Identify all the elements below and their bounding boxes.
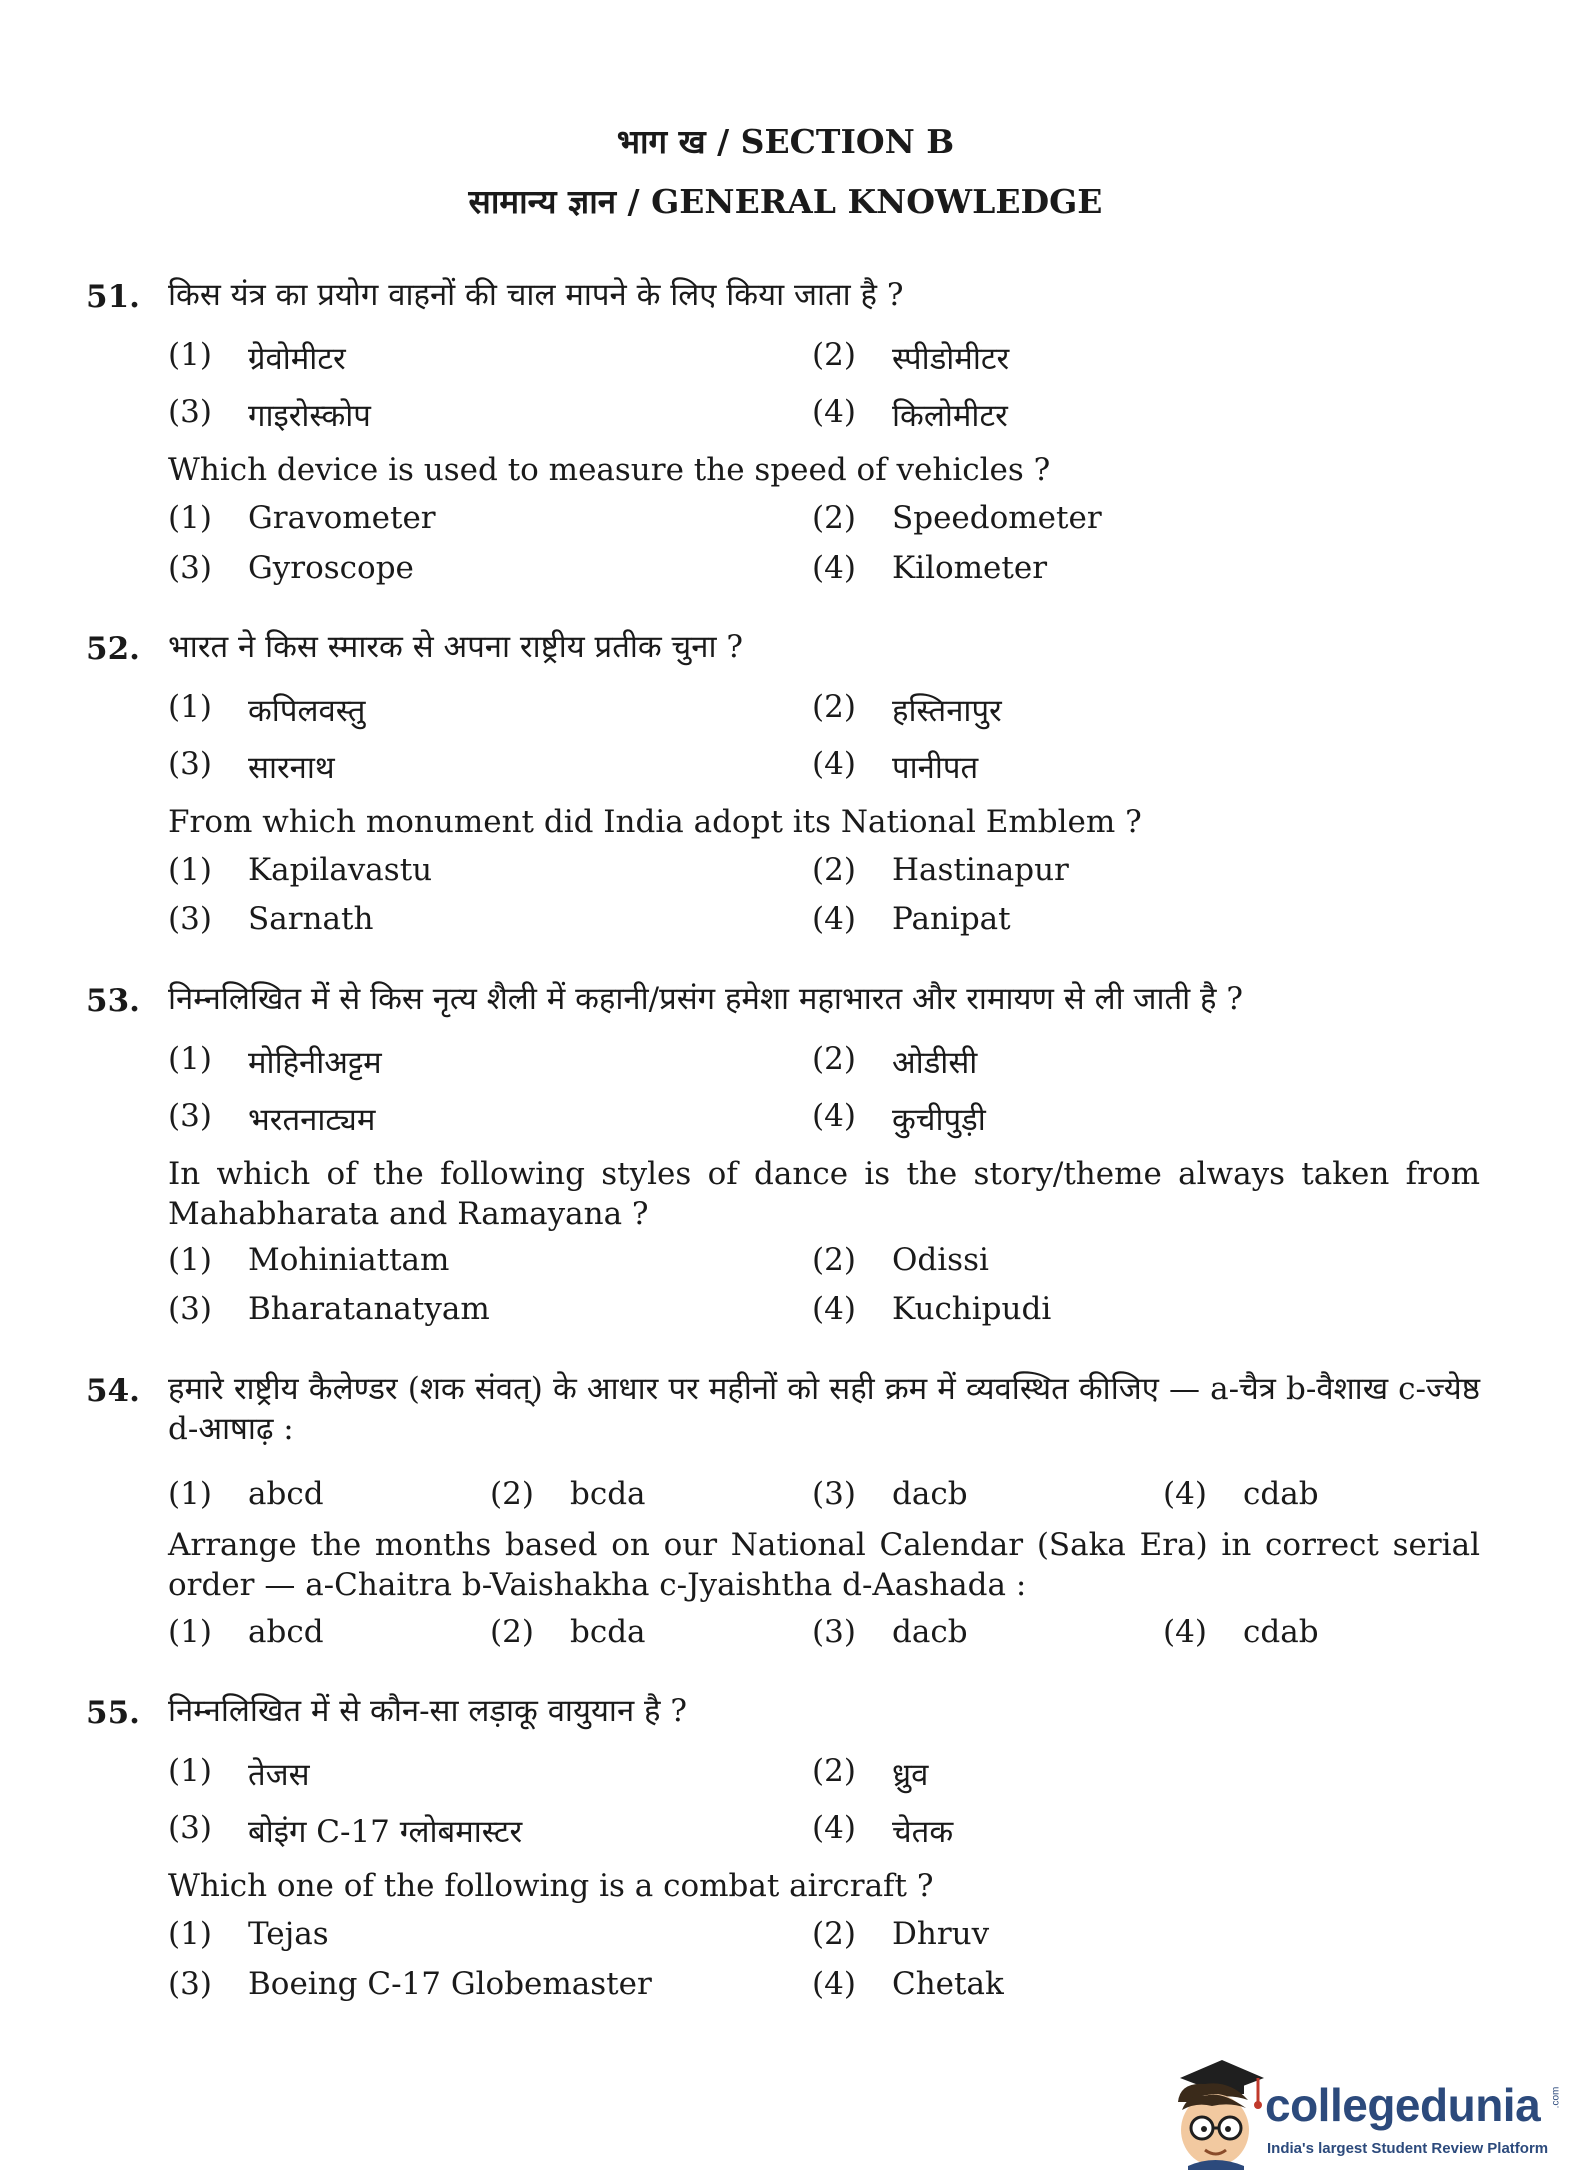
question-number: 53.	[86, 983, 140, 1019]
student-mascot-icon	[1160, 2050, 1265, 2170]
question-text-english: In which of the following styles of dance is the story/theme always taken from Mahabharata and Ramayana ?	[168, 1156, 1480, 1232]
section-subtitle: सामान्य ज्ञान / GENERAL KNOWLEDGE	[468, 182, 1103, 221]
question-number: 54.	[86, 1373, 140, 1409]
question-text-hindi: भारत ने किस स्मारक से अपना राष्ट्रीय प्रतीक चुना ?	[168, 629, 743, 665]
section-title: भाग ख / SECTION B	[616, 122, 955, 161]
exam-page: भाग ख / SECTION B सामान्य ज्ञान / GENERAL KNOWLEDGE 51. किस यंत्र का प्रयोग वाहनों की चाल मापने के लिए किया जाता है ? (1) ग्रेवोमीटर (2) स्पीडोमीटर (3) गाइरोस्कोप (4) किलोमीटर Which device is used to measure the speed of vehicles ? (1) Gravometer (2) Speedometer (3) Gyroscope (4) Kilometer 52. भारत ने किस स्मारक से अपना राष्ट्रीय प्रतीक चुना ? (1) कपिलवस्तु (2) हस्तिनापुर (3) सारनाथ (4) पानीपत From which monument did India adopt its National Emblem ? (1) Kapilavastu (2) Hastinapur (3) Sarnath (4) Panipat 53. निम्नलिखित में से किस नृत्य शैली में कहानी/प्रसंग हमेशा महाभारत और रामायण से ली जाती है ? (1) मोहिनीअट्टम (2) ओडीसी (3) भरतनाट्यम (4) कुचीपुड़ी In which of the following styles of dance is the story/theme always taken from Mahabharata and Ramayana ? (1) Mohiniattam (2) Odissi (3) Bharatanatyam (4) Kuchipudi 54. हमारे राष्ट्रीय कैलेण्डर (शक संवत्) के आधार पर महीनों को सही क्रम में व्यवस्थित कीजिए — a-चैत्र b-वैशाख c-ज्येष्ठ d-आषाढ़ : (1) abcd (2) bcda (3) dacb (4) cdab Arrange the months based on our National Calendar (Saka Era) in correct serial order — a-Chaitra b-Vaishakha c-Jyaishtha d-Aashada : (1) abcd (2) bcda (3) dacb (4) cdab 55. निम्नलिखित में से कौन-सा लड़ाकू वायुयान है ? (1) तेजस (2) ध्रुव (3) बोइंग C-17 ग्लोबमास्टर (4) चेतक Which one of the following is a combat aircraft ? (1) Tejas (2) Dhruv (3) Boeing C-17 Globemaster (4) Chetak collegedunia .com India's largest Student Review Platform	[0, 0, 1571, 2181]
question-text-hindi: निम्नलिखित में से कौन-सा लड़ाकू वायुयान है ?	[168, 1693, 687, 1729]
logo-tagline: India's largest Student Review Platform	[1267, 2140, 1549, 2157]
question-text-english: Arrange the months based on our National Calendar (Saka Era) in correct serial order — a-Chaitra b-Vaishakha c-Jyaishtha d-Aashada :	[168, 1527, 1480, 1603]
question-text-english: From which monument did India adopt its National Emblem ?	[168, 804, 1142, 840]
question-number: 52.	[86, 631, 140, 667]
question-text-english: Which one of the following is a combat aircraft ?	[168, 1868, 934, 1904]
logo-domain-suffix: .com	[1550, 2086, 1562, 2109]
question-text-hindi: हमारे राष्ट्रीय कैलेण्डर (शक संवत्) के आधार पर महीनों को सही क्रम में व्यवस्थित कीजिए — a-चैत्र b-वैशाख c-ज्येष्ठ d-आषाढ़ :	[168, 1371, 1480, 1447]
collegedunia-logo	[1160, 2050, 1560, 2170]
question-number: 55.	[86, 1695, 140, 1731]
question-text-hindi: किस यंत्र का प्रयोग वाहनों की चाल मापने के लिए किया जाता है ?	[168, 277, 904, 313]
question-number: 51.	[86, 279, 140, 315]
question-text-english: Which device is used to measure the speed of vehicles ?	[168, 452, 1051, 488]
logo-wordmark: collegedunia	[1265, 2079, 1541, 2131]
question-text-hindi: निम्नलिखित में से किस नृत्य शैली में कहानी/प्रसंग हमेशा महाभारत और रामायण से ली जाती है ?	[168, 981, 1243, 1017]
